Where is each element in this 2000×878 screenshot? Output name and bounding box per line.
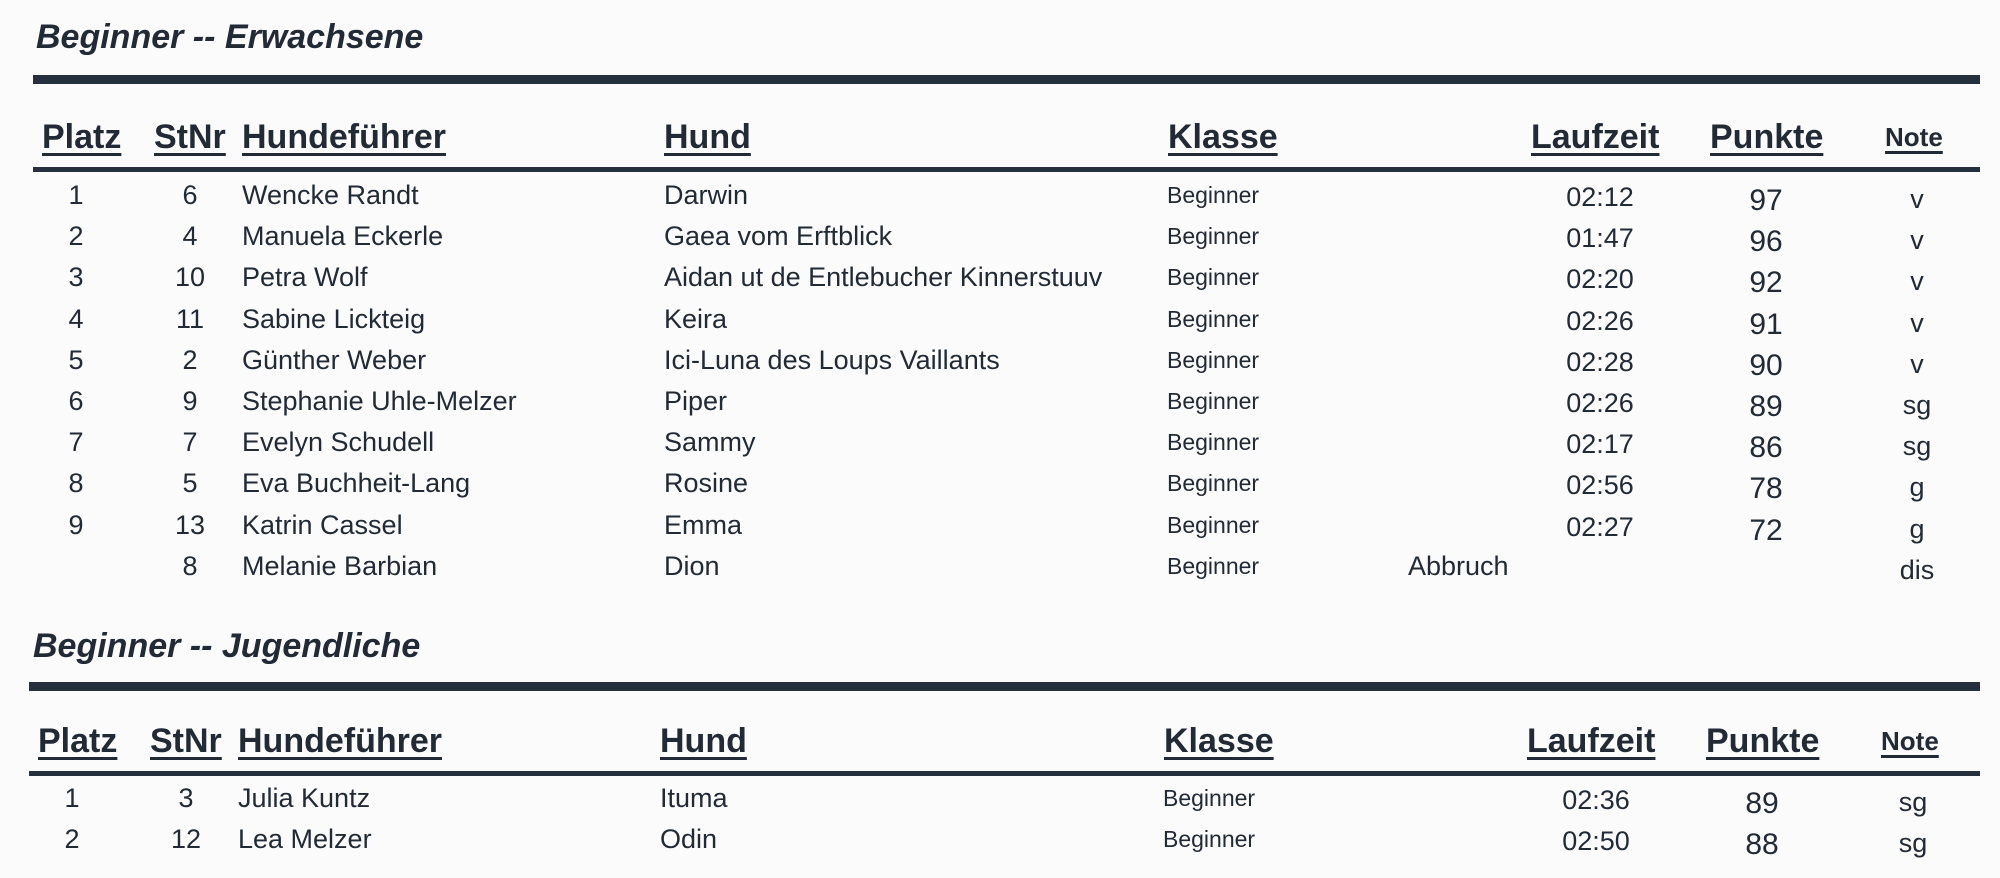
cell-punkte: 97	[1749, 184, 1783, 217]
cell-note: sg	[1902, 390, 1932, 420]
column-header-hund: Hund	[660, 722, 747, 760]
column-header-note: Note	[1885, 122, 1943, 152]
cell-klasse: Beginner	[1167, 346, 1260, 373]
cell-hund: Aidan ut de Entlebucher Kinnerstuuv	[664, 262, 1103, 293]
cell-hundefuehrer: Günther Weber	[242, 344, 427, 375]
column-header-platz: Platz	[42, 118, 122, 156]
cell-hund: Dion	[664, 550, 720, 581]
cell-platz: 1	[64, 783, 80, 813]
column-header-stnr: StNr	[150, 722, 222, 760]
section-title: Beginner -- Jugendliche	[33, 627, 421, 665]
cell-hundefuehrer: Melanie Barbian	[242, 550, 438, 581]
cell-hund: Keira	[664, 303, 728, 334]
column-header-laufzeit: Laufzeit	[1531, 118, 1660, 156]
header-rule	[29, 771, 1980, 776]
cell-laufzeit: 02:56	[1566, 470, 1634, 501]
cell-laufzeit: 02:17	[1566, 429, 1634, 460]
cell-hundefuehrer: Wencke Randt	[242, 180, 419, 210]
column-header-hund: Hund	[664, 118, 751, 156]
cell-laufzeit: 02:20	[1566, 264, 1634, 295]
cell-klasse: Beginner	[1163, 785, 1256, 811]
section-rule-top	[29, 682, 1980, 691]
cell-klasse: Beginner	[1167, 264, 1260, 291]
cell-stnr: 9	[182, 386, 198, 416]
column-header-punkte: Punkte	[1710, 118, 1824, 156]
cell-platz: 6	[68, 386, 84, 416]
cell-note: sg	[1898, 787, 1928, 817]
cell-hundefuehrer: Sabine Lickteig	[242, 303, 426, 334]
cell-platz: 2	[68, 221, 84, 252]
cell-platz: 8	[68, 468, 84, 499]
cell-klasse: Beginner	[1167, 511, 1260, 538]
cell-note: v	[1910, 225, 1924, 256]
cell-hund: Ici-Luna des Loups Vaillants	[664, 344, 1000, 375]
cell-stnr: 13	[174, 509, 206, 540]
cell-hundefuehrer: Katrin Cassel	[242, 509, 403, 540]
cell-platz: 7	[68, 427, 84, 458]
cell-laufzeit: 02:26	[1566, 388, 1634, 418]
cell-punkte: 91	[1749, 307, 1783, 341]
cell-klasse: Beginner	[1167, 388, 1260, 414]
cell-note: sg	[1902, 431, 1932, 462]
cell-note: v	[1910, 184, 1924, 214]
cell-hund: Odin	[660, 824, 718, 854]
cell-stnr: 8	[182, 550, 198, 581]
cell-hund: Gaea vom Erftblick	[664, 221, 893, 252]
cell-laufzeit: 02:50	[1562, 826, 1630, 856]
cell-hundefuehrer: Petra Wolf	[242, 262, 368, 293]
column-header-klasse: Klasse	[1168, 118, 1278, 156]
cell-note: dis	[1899, 554, 1935, 585]
cell-note: v	[1910, 266, 1924, 297]
cell-stnr: 12	[170, 824, 202, 854]
cell-laufzeit: 02:12	[1566, 182, 1634, 212]
cell-stnr: 7	[182, 427, 198, 458]
cell-note: sg	[1898, 828, 1928, 858]
section-rule-top	[33, 75, 1980, 84]
cell-stnr: 11	[175, 303, 205, 334]
cell-hund: Sammy	[664, 427, 756, 458]
cell-hund: Darwin	[664, 180, 749, 210]
cell-klasse: Beginner	[1167, 182, 1260, 208]
cell-punkte: 86	[1749, 431, 1783, 465]
cell-punkte: 89	[1745, 787, 1779, 820]
cell-note: v	[1910, 307, 1924, 338]
column-header-laufzeit: Laufzeit	[1527, 722, 1656, 760]
cell-note: g	[1909, 472, 1925, 503]
cell-punkte: 90	[1749, 348, 1783, 382]
cell-platz: 4	[68, 303, 84, 334]
cell-laufzeit: 02:26	[1566, 305, 1634, 336]
column-header-hundefuehrer: Hundeführer	[242, 118, 446, 156]
cell-hund: Ituma	[660, 783, 728, 813]
cell-klasse: Beginner	[1163, 826, 1256, 852]
column-header-hundefuehrer: Hundeführer	[238, 722, 442, 760]
cell-hundefuehrer: Lea Melzer	[238, 824, 372, 854]
cell-hundefuehrer: Eva Buchheit-Lang	[242, 468, 471, 499]
cell-klasse: Beginner	[1167, 429, 1260, 456]
cell-stnr: 2	[182, 344, 198, 375]
cell-platz: 1	[68, 180, 84, 210]
header-rule	[33, 167, 1980, 172]
cell-punkte: 88	[1745, 828, 1779, 861]
cell-hund: Emma	[664, 509, 743, 540]
cell-platz: 9	[68, 509, 84, 540]
cell-stnr: 4	[182, 221, 198, 252]
cell-hund: Piper	[664, 386, 728, 416]
cell-klasse: Beginner	[1167, 305, 1260, 332]
cell-punkte: 92	[1749, 266, 1783, 300]
cell-laufzeit: 01:47	[1566, 223, 1634, 254]
column-header-note: Note	[1881, 726, 1939, 756]
cell-laufzeit: 02:28	[1566, 346, 1634, 377]
cell-punkte: 72	[1749, 513, 1783, 547]
cell-punkte: 89	[1749, 390, 1783, 423]
column-header-platz: Platz	[38, 722, 118, 760]
cell-laufzeit: 02:36	[1562, 785, 1630, 815]
cell-stnr: 10	[174, 262, 206, 293]
cell-platz: 5	[68, 344, 84, 375]
column-header-punkte: Punkte	[1706, 722, 1820, 760]
cell-punkte: 78	[1749, 472, 1783, 506]
cell-hund: Rosine	[664, 468, 749, 499]
cell-klasse: Beginner	[1167, 470, 1260, 497]
cell-note: v	[1910, 348, 1924, 379]
cell-klasse: Beginner	[1167, 552, 1260, 579]
cell-hundefuehrer: Julia Kuntz	[238, 783, 371, 813]
cell-stnr: 5	[182, 468, 198, 499]
column-header-klasse: Klasse	[1164, 722, 1274, 760]
column-header-stnr: StNr	[154, 118, 226, 156]
section-title: Beginner -- Erwachsene	[36, 18, 424, 56]
cell-laufzeit: Abbruch	[1408, 550, 1509, 581]
cell-stnr: 6	[182, 180, 198, 210]
cell-note: g	[1909, 513, 1925, 544]
cell-hundefuehrer: Stephanie Uhle-Melzer	[242, 386, 517, 416]
cell-laufzeit: 02:27	[1566, 511, 1634, 542]
cell-hundefuehrer: Manuela Eckerle	[242, 221, 444, 252]
cell-platz: 3	[68, 262, 84, 293]
cell-klasse: Beginner	[1167, 223, 1260, 250]
cell-hundefuehrer: Evelyn Schudell	[242, 427, 435, 458]
cell-punkte: 96	[1749, 225, 1783, 259]
cell-stnr: 3	[178, 783, 194, 813]
cell-platz: 2	[64, 824, 80, 854]
